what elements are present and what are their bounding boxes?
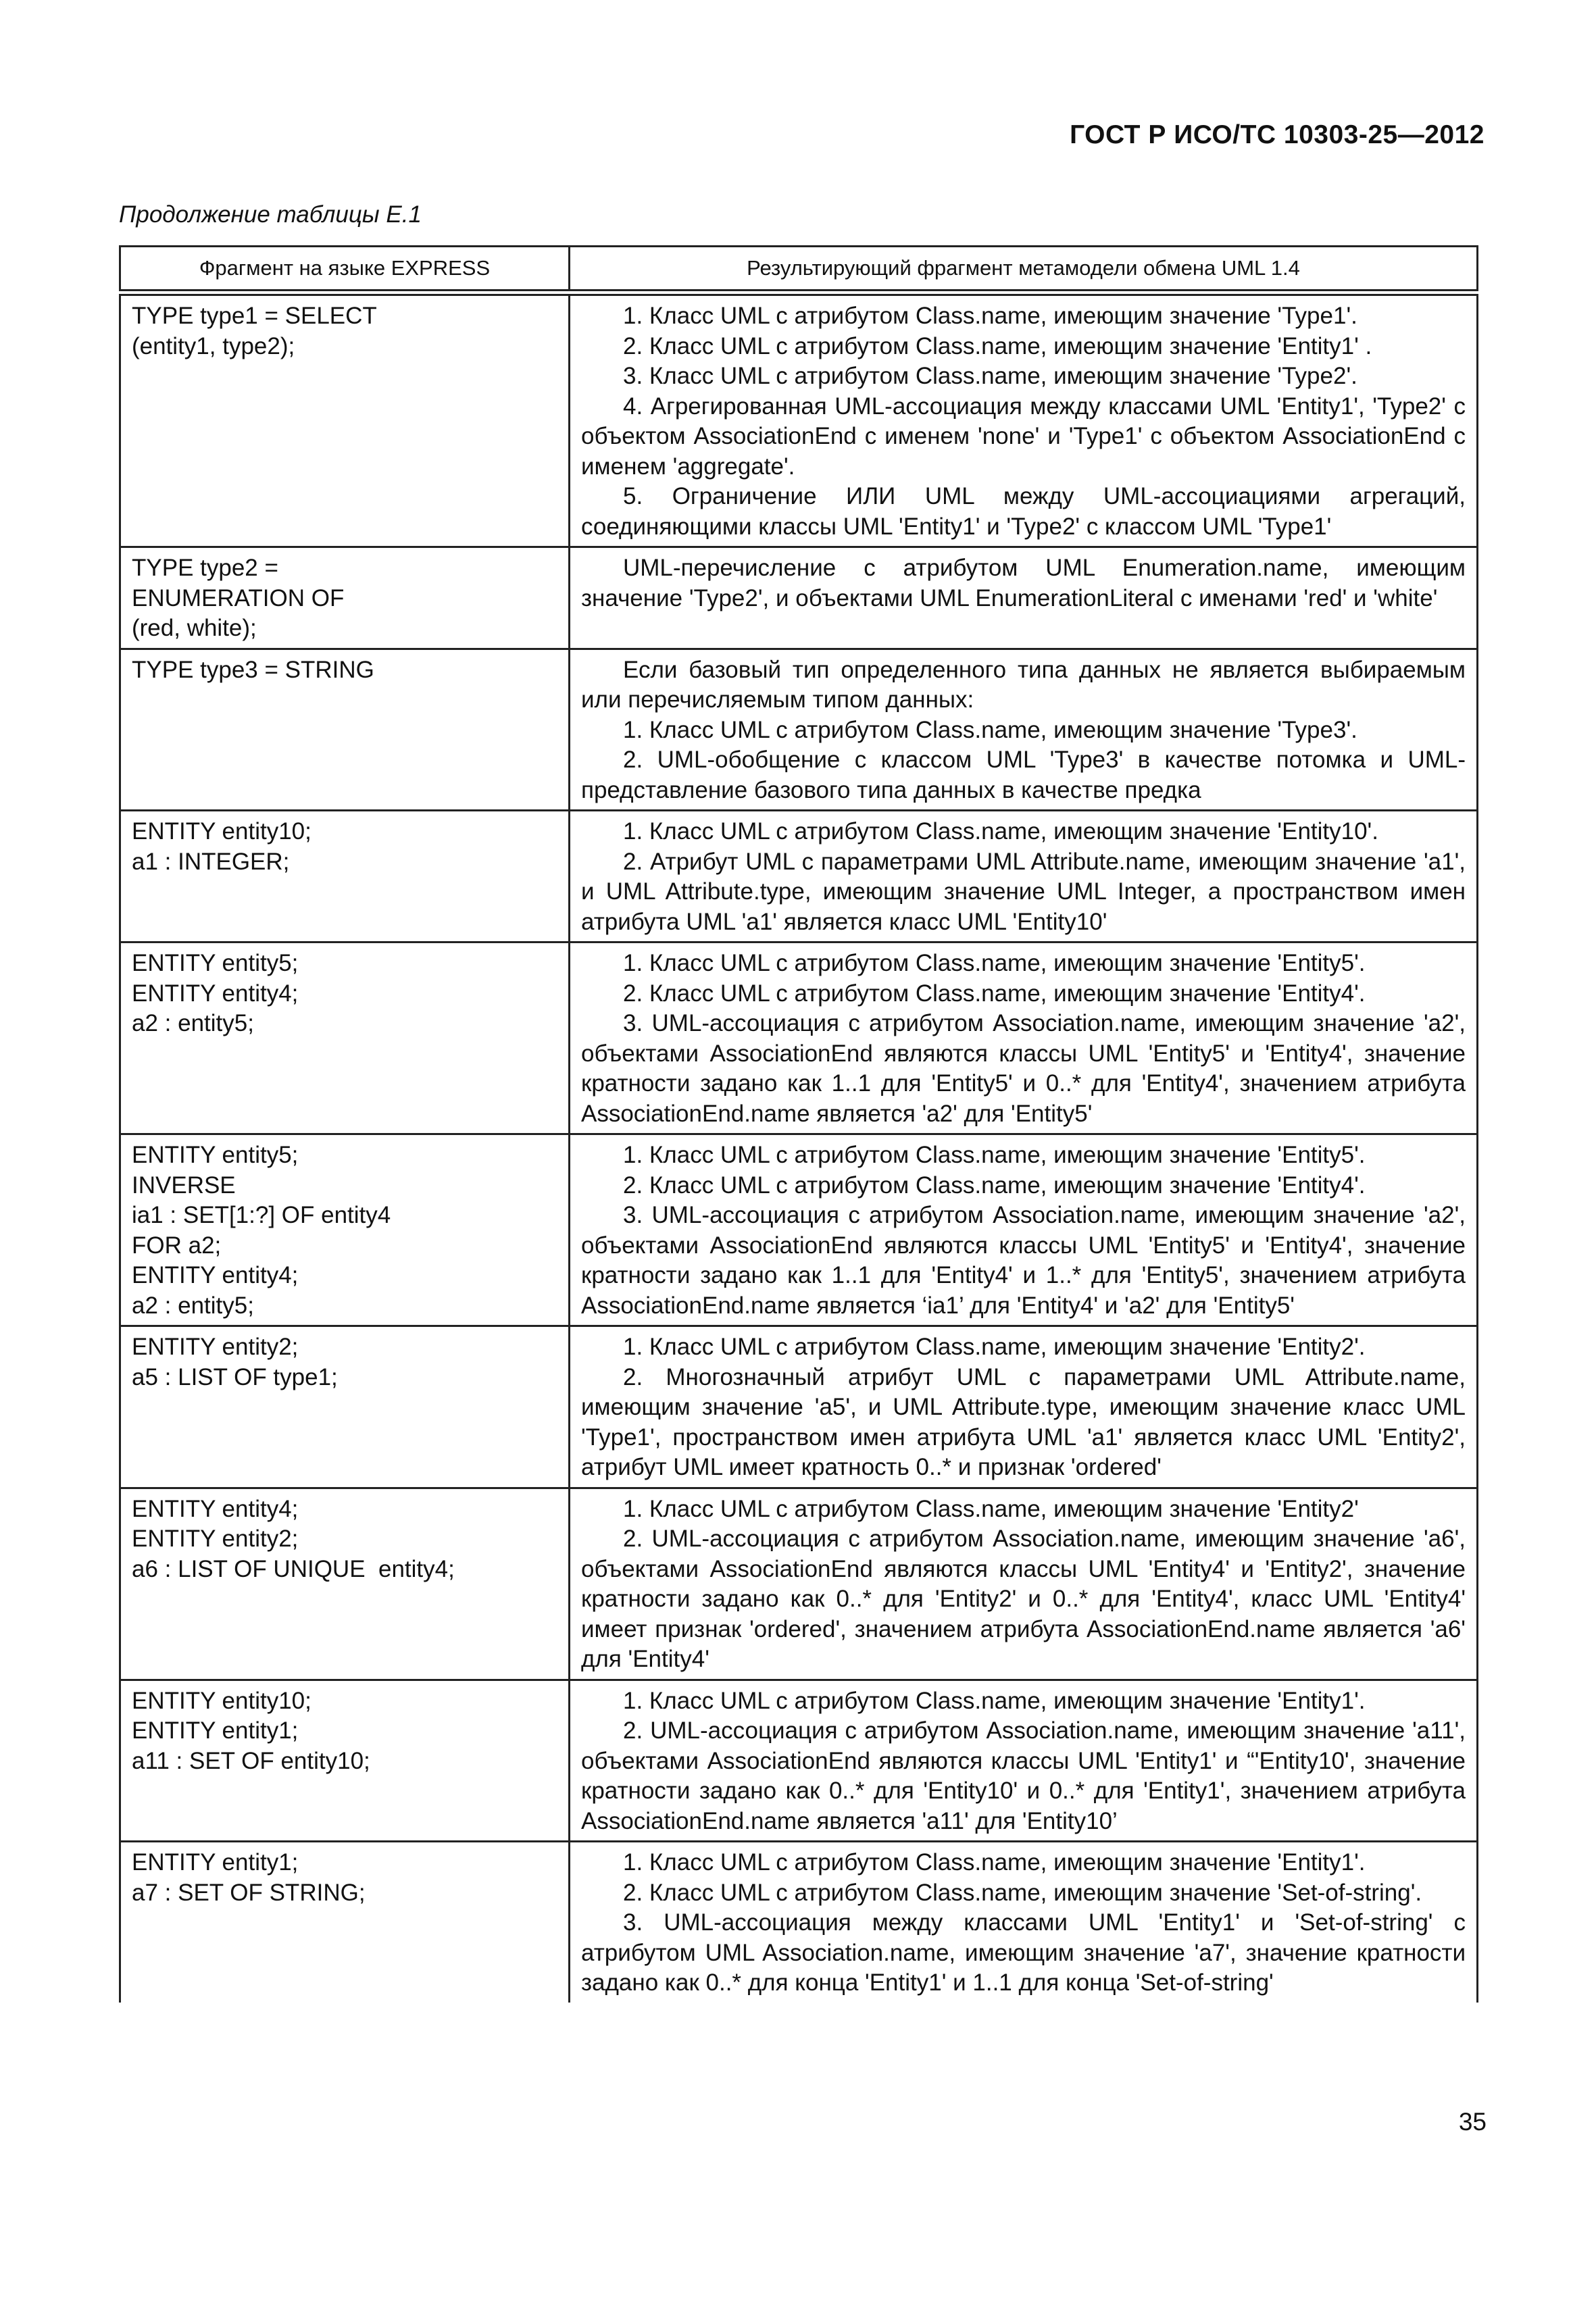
table-caption: Продолжение таблицы Е.1 xyxy=(119,201,422,228)
express-line: ENTITY entity1; xyxy=(132,1849,299,1876)
express-line: ENTITY entity10; xyxy=(132,818,311,845)
table-row xyxy=(120,1842,1478,2003)
express-line: (red, white); xyxy=(132,615,257,641)
express-line: ENTITY entity2; xyxy=(132,1526,299,1552)
uml-paragraph: 2. Атрибут UML с параметрами UML Attribute.name, имеющим значение 'a1', и UML Attribute.type, имеющим значение UML Integer, а пространством имен атрибута UML 'a1' является класс UML 'Entity10' xyxy=(581,848,1466,935)
express-line: ENTITY entity10; xyxy=(132,1687,311,1714)
uml-paragraph: 1. Класс UML с атрибутом Class.name, имеющим значение 'Type3'. xyxy=(623,716,1357,743)
express-cell xyxy=(120,811,570,942)
express-line: ENTITY entity1; xyxy=(132,1717,299,1744)
uml-cell xyxy=(570,293,1478,547)
uml-cell xyxy=(570,811,1478,942)
table-row xyxy=(120,293,1478,547)
express-cell xyxy=(120,1488,570,1680)
uml-cell xyxy=(570,649,1478,811)
express-line: ENTITY entity2; xyxy=(132,1334,299,1360)
uml-paragraph: 1. Класс UML с атрибутом Class.name, имеющим значение 'Entity2' xyxy=(623,1495,1359,1522)
uml-paragraph: 2. Многозначный атрибут UML с параметрами UML Attribute.name, имеющим значение 'a5', и UML Attribute.type, имеющим значение класс UML 'Type1', пространством имен атрибута UML 'a1' является класс UML 'Entity2', атрибут UML имеет кратность 0..* и признак 'ordered' xyxy=(581,1363,1466,1480)
express-cell xyxy=(120,942,570,1134)
express-cell xyxy=(120,1134,570,1326)
express-line: TYPE type3 = STRING xyxy=(132,656,374,683)
uml-paragraph: 2. UML-ассоциация с атрибутом Association.name, имеющим значение 'a11', объектами AssociationEnd являются классы UML 'Entity1' и “'Entity10', значение кратности задано как 0..* для 'Entity10' и 0..* для 'Entity1', значением атрибута AssociationEnd.name является 'a11' для 'Entity10’ xyxy=(581,1717,1466,1834)
express-line: ia1 : SET[1:?] OF entity4 xyxy=(132,1202,391,1228)
express-cell xyxy=(120,1842,570,2003)
express-line: a6 : LIST OF UNIQUE entity4; xyxy=(132,1555,455,1582)
uml-paragraph: 2. Класс UML с атрибутом Class.name, имеющим значение 'Set-of-string'. xyxy=(623,1879,1422,1906)
express-line: a11 : SET OF entity10; xyxy=(132,1747,370,1774)
express-line: FOR a2; xyxy=(132,1232,222,1259)
uml-paragraph: Если базовый тип определенного типа данных не является выбираемым или перечисляемым типом данных: xyxy=(581,656,1466,713)
express-line: ENTITY entity4; xyxy=(132,1495,299,1522)
uml-paragraph: 2. UML-ассоциация с атрибутом Association.name, имеющим значение 'a6', объектами AssociationEnd являются классы UML 'Entity4' и 'Entity2', значение кратности задано как 0..* для 'Entity2' и 0..* для 'Entity4', класс UML 'Entity4' имеет признак 'ordered', значением атрибута AssociationEnd.name является 'a6' для 'Entity4' xyxy=(581,1526,1466,1672)
uml-paragraph: 3. UML-ассоциация с атрибутом Association.name, имеющим значение 'a2', объектами AssociationEnd являются классы UML 'Entity5' и 'Entity4', значение кратности задано как 1..1 для 'Entity5' и 0..* для 'Entity4', значением атрибута AssociationEnd.name является 'a2' для 'Entity5' xyxy=(581,1010,1466,1127)
table-row xyxy=(120,811,1478,942)
uml-paragraph: 2. UML-обобщение с классом UML 'Type3' в качестве потомка и UML-представление базового типа данных в качестве предка xyxy=(581,747,1466,803)
uml-paragraph: 3. UML-ассоциация с атрибутом Association.name, имеющим значение 'a2', объектами AssociationEnd являются классы UML 'Entity5' и 'Entity4', значение кратности задано как 1..1 для 'Entity4' и 1..* для 'Entity5', значением атрибута AssociationEnd.name является ‘ia1’ для 'Entity4' и 'a2' для 'Entity5' xyxy=(581,1202,1466,1319)
express-line: TYPE type2 = xyxy=(132,555,278,581)
express-cell xyxy=(120,1680,570,1842)
uml-paragraph: 5. Ограничение ИЛИ UML между UML-ассоциациями агрегаций, соединяющими классы UML 'Entity1' и 'Type2' с классом UML 'Type1' xyxy=(581,483,1466,540)
uml-paragraph: 1. Класс UML с атрибутом Class.name, имеющим значение 'Entity1'. xyxy=(623,1849,1366,1876)
table-row xyxy=(120,1134,1478,1326)
mapping-table xyxy=(119,245,1478,2003)
document-header: ГОСТ Р ИСО/ТС 10303-25—2012 xyxy=(1070,120,1485,149)
uml-paragraph: 1. Класс UML с атрибутом Class.name, имеющим значение 'Entity10'. xyxy=(623,818,1378,845)
uml-paragraph: 1. Класс UML с атрибутом Class.name, имеющим значение 'Entity1'. xyxy=(623,1687,1366,1714)
express-line: ENTITY entity5; xyxy=(132,1142,299,1168)
uml-cell xyxy=(570,942,1478,1134)
uml-cell xyxy=(570,1488,1478,1680)
express-line: (entity1, type2); xyxy=(132,332,295,359)
uml-cell xyxy=(570,547,1478,649)
express-line: ENTITY entity5; xyxy=(132,950,299,976)
table-row xyxy=(120,942,1478,1134)
column-header-express: Фрагмент на языке EXPRESS xyxy=(120,247,570,293)
uml-paragraph: 1. Класс UML с атрибутом Class.name, имеющим значение 'Entity5'. xyxy=(623,950,1366,976)
uml-paragraph: 3. Класс UML с атрибутом Class.name, имеющим значение 'Type2'. xyxy=(623,363,1357,389)
express-line: ENUMERATION OF xyxy=(132,584,345,611)
uml-paragraph: 3. UML-ассоциация между классами UML 'Entity1' и 'Set-of-string' с атрибутом UML Association.name, имеющим значение 'a7', значение кратности задано как 0..* для конца 'Entity1' и 1..1 для конца 'Set-of-string' xyxy=(581,1909,1466,1996)
uml-paragraph: 2. Класс UML с атрибутом Class.name, имеющим значение 'Entity4'. xyxy=(623,1172,1366,1199)
column-header-uml: Результирующий фрагмент метамодели обмена UML 1.4 xyxy=(570,247,1478,293)
uml-paragraph: UML-перечисление с атрибутом UML Enumeration.name, имеющим значение 'Type2', и объектами UML EnumerationLiteral с именами 'red' и 'white' xyxy=(581,555,1466,611)
uml-paragraph: 1. Класс UML с атрибутом Class.name, имеющим значение 'Entity5'. xyxy=(623,1142,1366,1168)
express-cell xyxy=(120,1326,570,1488)
table-row xyxy=(120,1680,1478,1842)
uml-paragraph: 2. Класс UML с атрибутом Class.name, имеющим значение 'Entity4'. xyxy=(623,980,1366,1007)
uml-cell xyxy=(570,1842,1478,2003)
express-line: ENTITY entity4; xyxy=(132,1262,299,1288)
uml-paragraph: 2. Класс UML с атрибутом Class.name, имеющим значение 'Entity1' . xyxy=(623,332,1372,359)
table-row xyxy=(120,1326,1478,1488)
express-line: a5 : LIST OF type1; xyxy=(132,1363,338,1390)
express-cell xyxy=(120,293,570,547)
express-line: ENTITY entity4; xyxy=(132,980,299,1007)
table-row xyxy=(120,547,1478,649)
uml-cell xyxy=(570,1680,1478,1842)
uml-paragraph: 4. Агрегированная UML-ассоциация между классами UML 'Entity1', 'Type2' с объектом AssociationEnd с именем 'none' и 'Type1' с объектом AssociationEnd с именем 'aggregate'. xyxy=(581,393,1466,480)
express-line: a2 : entity5; xyxy=(132,1292,254,1319)
uml-cell xyxy=(570,1134,1478,1326)
express-cell xyxy=(120,547,570,649)
uml-cell xyxy=(570,1326,1478,1488)
express-line: a2 : entity5; xyxy=(132,1010,254,1036)
uml-paragraph: 1. Класс UML с атрибутом Class.name, имеющим значение 'Entity2'. xyxy=(623,1334,1366,1360)
page-number: 35 xyxy=(1458,2108,1487,2136)
table-header-row xyxy=(120,247,1478,293)
express-line: TYPE type1 = SELECT xyxy=(132,303,377,329)
express-line: a7 : SET OF STRING; xyxy=(132,1879,366,1906)
express-cell xyxy=(120,649,570,811)
uml-paragraph: 1. Класс UML с атрибутом Class.name, имеющим значение 'Type1'. xyxy=(623,303,1357,329)
table-row xyxy=(120,1488,1478,1680)
express-line: INVERSE xyxy=(132,1172,236,1199)
table-row xyxy=(120,649,1478,811)
express-line: a1 : INTEGER; xyxy=(132,848,290,875)
